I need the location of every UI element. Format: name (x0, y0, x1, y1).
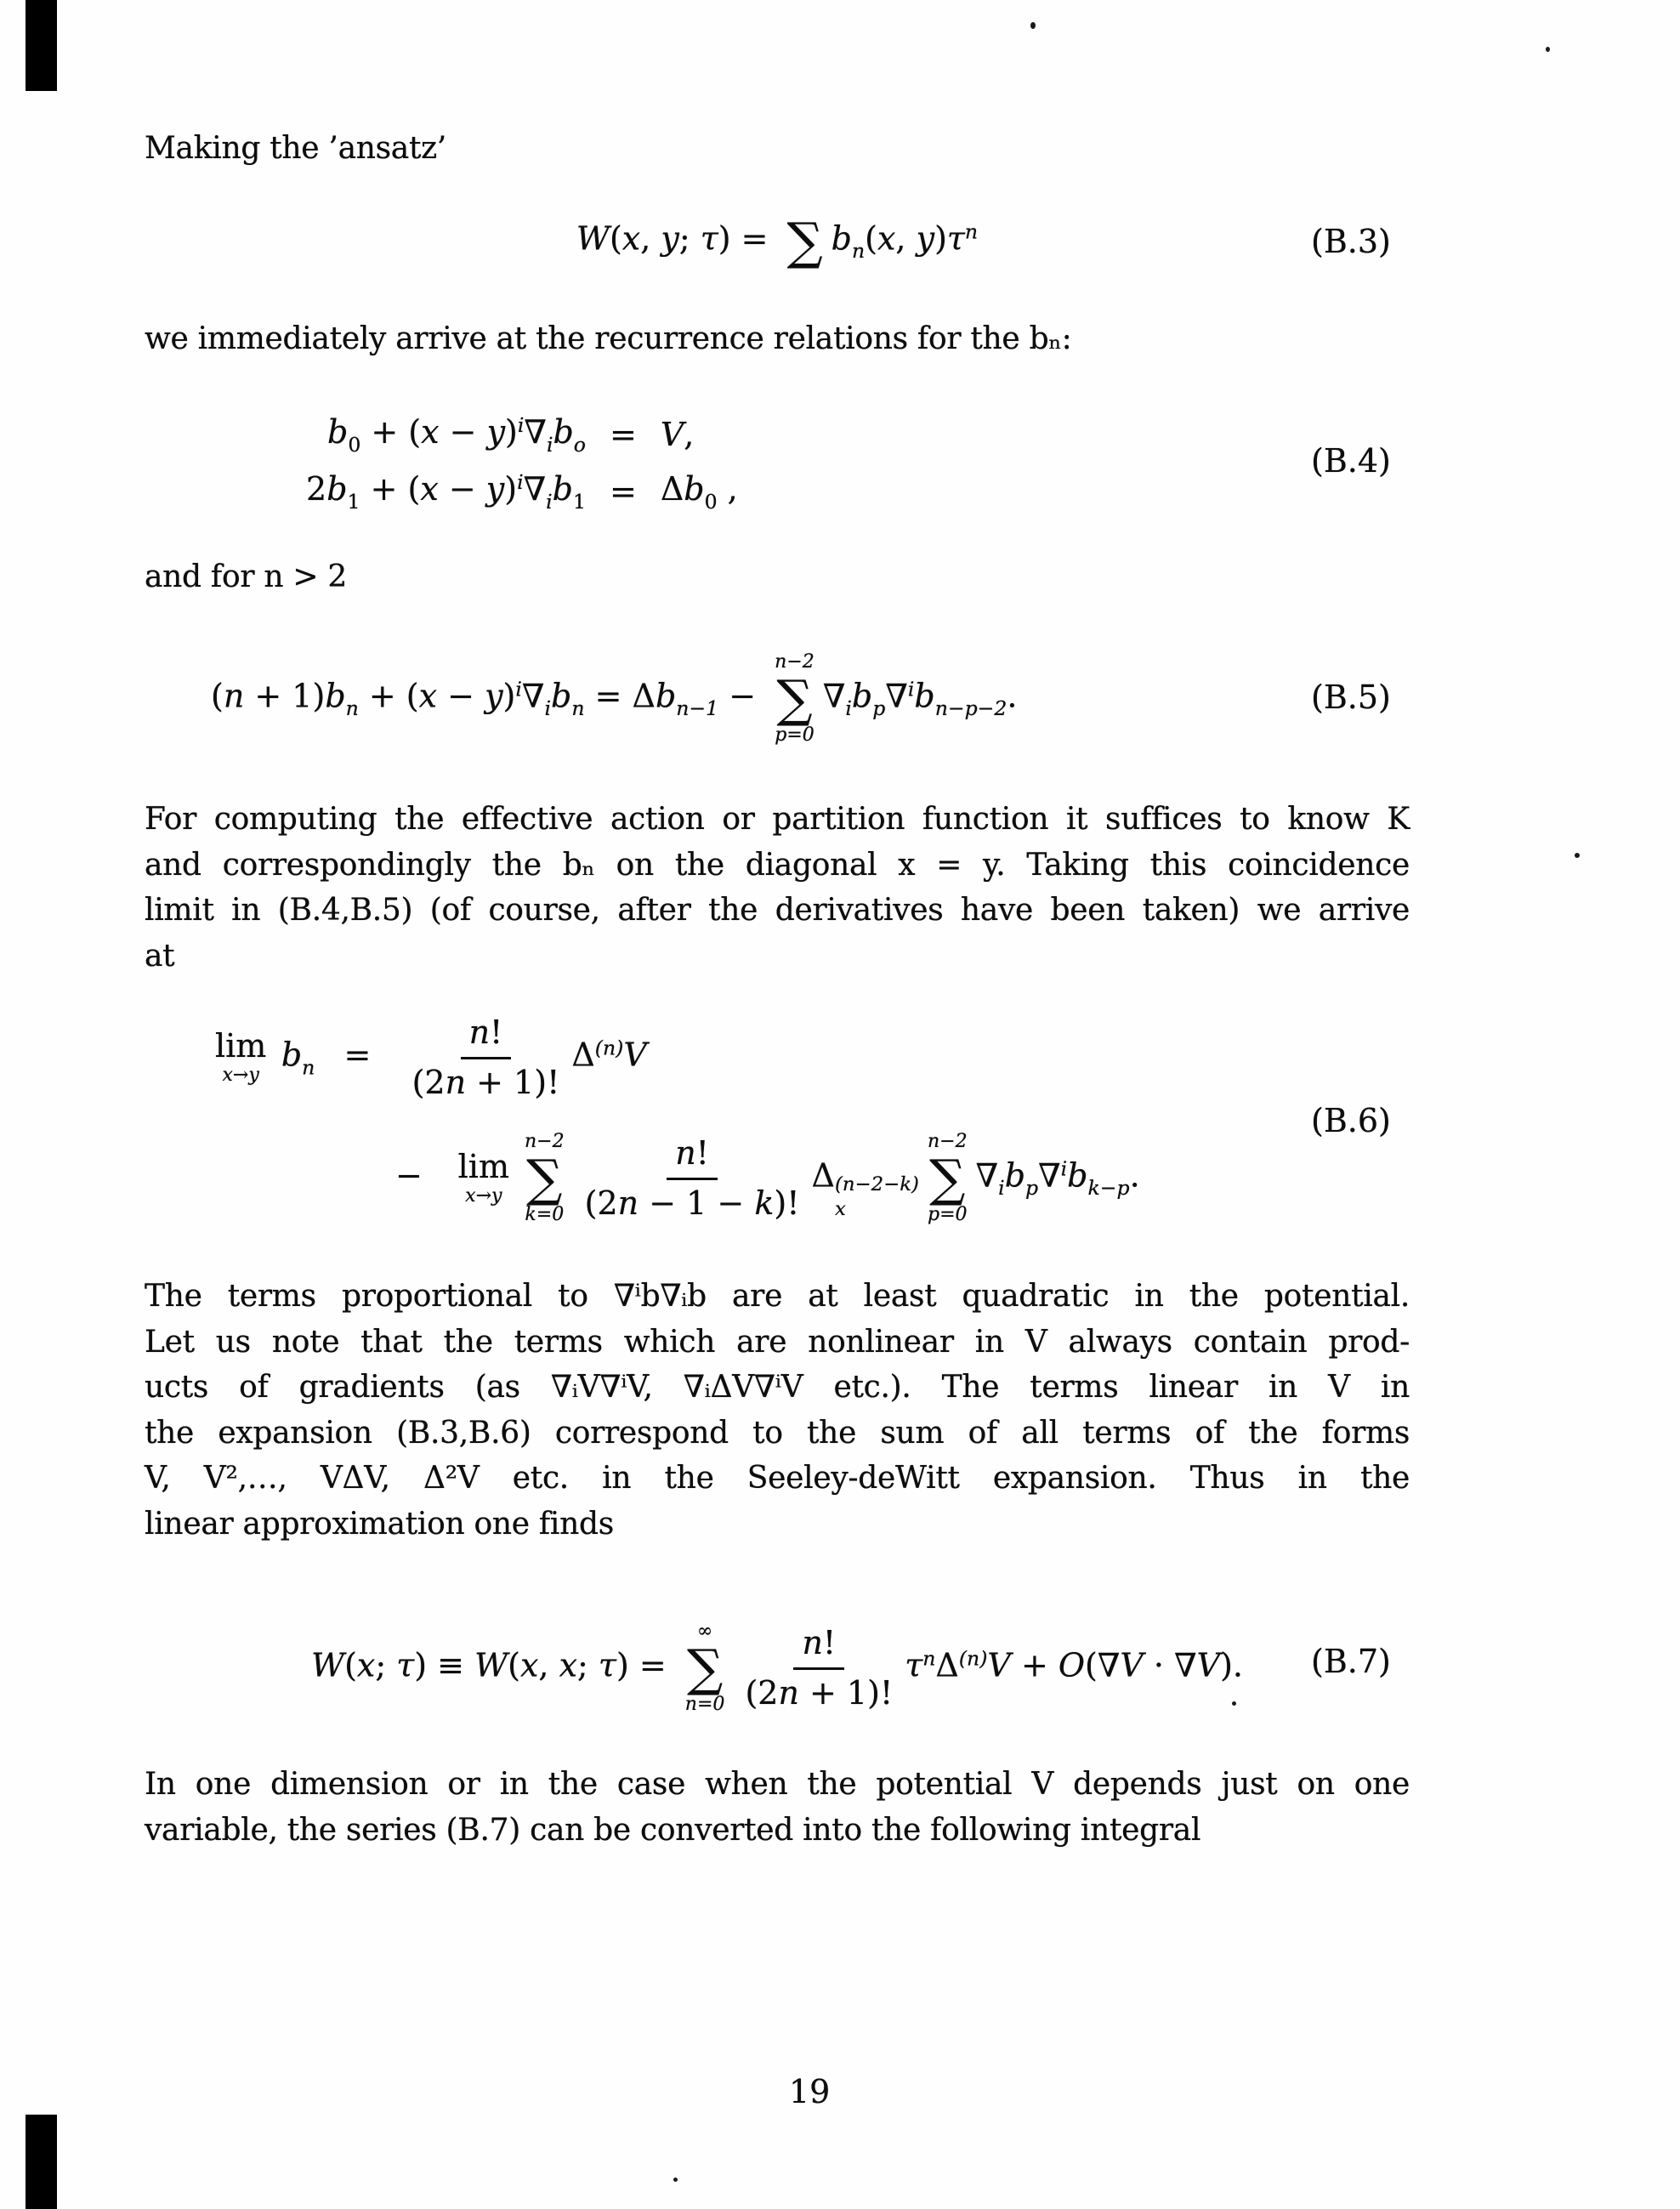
math-token (661, 470, 738, 514)
math-token: ) (934, 219, 947, 258)
math-token: ( (344, 1646, 357, 1684)
math-token: − 1 − (639, 1184, 755, 1222)
math-token: 0 (348, 432, 361, 457)
math-token (311, 1621, 1243, 1716)
math-token: p (872, 696, 886, 721)
equation-label-b3: (B.3) (1311, 223, 1391, 260)
math-token: ) (505, 413, 518, 451)
paragraph-terms (145, 1274, 1410, 1547)
math-token: b (1067, 1156, 1088, 1195)
math-token: · ∇ (1143, 1646, 1197, 1684)
math-token: = (609, 473, 637, 511)
math-token: (n) (958, 1646, 988, 1671)
math-token: , (717, 469, 738, 508)
math-token: + ( (360, 469, 421, 508)
math-token: O (1058, 1646, 1086, 1684)
math-token: τ (905, 1646, 923, 1684)
math-token: b (1004, 1156, 1026, 1195)
math-token: i (998, 1176, 1005, 1201)
math-token: ∇ (975, 1156, 999, 1195)
math-token: + ( (358, 677, 419, 715)
math-token: x→y (465, 1185, 502, 1207)
math-token: 1 (347, 489, 360, 514)
math-token: n (964, 219, 979, 244)
math-token: ( (211, 677, 224, 715)
math-token: n (778, 1673, 799, 1712)
math-token: + ( (360, 413, 422, 451)
equation-label-b7: (B.7) (1311, 1643, 1391, 1680)
math-token: ! (695, 1134, 709, 1172)
math-token: (n) (594, 1036, 624, 1060)
math-token: n (445, 1063, 467, 1101)
math-token: ( (508, 1646, 520, 1684)
math-token: n−1 (676, 696, 719, 721)
math-token: k=0 (525, 1204, 565, 1226)
math-token (740, 1623, 898, 1713)
equation-b6-line1 (215, 1002, 647, 1114)
math-token: ∇ (523, 469, 547, 508)
math-token: b (655, 677, 677, 715)
math-token: n−2 (524, 1131, 565, 1153)
math-token: x (559, 1646, 578, 1684)
math-token: i (517, 413, 525, 438)
equation-b7 (145, 1597, 1410, 1740)
math-token: ; (678, 219, 701, 258)
math-token: (2 (745, 1673, 779, 1712)
math-token: i (546, 489, 553, 514)
scan-speck (1546, 47, 1550, 52)
math-token: ! (490, 1014, 503, 1051)
math-token: ( (609, 219, 622, 258)
math-token: x (356, 1646, 376, 1684)
math-token: τ (598, 1646, 616, 1684)
math-token: ∑ (786, 211, 823, 270)
math-token: W (311, 1646, 345, 1684)
paragraph-line: For computing the effective action or partition function it suffices to know K (145, 802, 1410, 837)
math-token: ∇ (822, 677, 846, 715)
math-token: i (544, 696, 551, 721)
math-token: − (439, 413, 487, 451)
math-token: i (845, 696, 852, 721)
math-token: W (474, 1646, 508, 1684)
math-token: n−2 (775, 651, 814, 673)
math-token: , (684, 416, 695, 454)
math-token (787, 194, 823, 289)
math-token: i (546, 432, 553, 457)
math-token: i (517, 469, 524, 494)
intro-line: Making the ’ansatz’ (145, 131, 446, 166)
math-token: V (623, 1036, 647, 1074)
math-token: + (1010, 1646, 1059, 1684)
math-token: p=0 (775, 724, 814, 747)
math-token: − (395, 1156, 423, 1195)
math-token: b (326, 413, 349, 451)
math-token: V (660, 416, 684, 454)
math-token: + 1)! (798, 1673, 894, 1712)
math-token: n (851, 239, 866, 264)
scan-artifact-bar-top-left (26, 0, 57, 91)
math-token: o (573, 432, 586, 457)
math-token: n (675, 1134, 696, 1172)
paragraph-line: and correspondingly the bₙ on the diagonal x = y. Taking this coincidence (145, 847, 1410, 883)
math-token: . (1129, 1156, 1140, 1195)
recurrence-line: we immediately arrive at the recurrence relations for the bₙ: (145, 321, 1072, 356)
math-token (580, 1180, 805, 1224)
equation-label-b5: (B.5) (1311, 679, 1391, 716)
math-token: y (485, 469, 505, 508)
math-token: , (640, 219, 661, 258)
paragraph-line: the expansion (B.3,B.6) correspond to the sum of all terms of the forms (145, 1415, 1410, 1451)
math-token (461, 1013, 512, 1059)
math-token: = (609, 416, 637, 454)
math-token: ∇ (885, 677, 908, 715)
math-token: Δ (571, 1036, 595, 1074)
paragraph-line: limit in (B.4,B.5) (of course, after the derivatives have been taken) we arrive (145, 893, 1410, 928)
math-token (525, 1131, 565, 1226)
paragraph-line: In one dimension or in the case when the potential V depends just on one (145, 1767, 1410, 1802)
math-token (395, 1131, 1140, 1226)
math-token: i (1060, 1156, 1068, 1181)
math-token: W (576, 219, 610, 258)
math-token: k (754, 1184, 775, 1222)
math-token: 0 (704, 489, 718, 514)
equation-b5 (211, 619, 1018, 779)
math-token (407, 1013, 565, 1103)
math-token: τ (396, 1646, 415, 1684)
math-token: b (684, 469, 705, 508)
math-token: = (343, 1036, 372, 1074)
math-token: b (553, 413, 574, 451)
math-token (740, 1670, 898, 1714)
math-token: ) = (718, 219, 779, 258)
paragraph-line: V, V²,…, VΔV, Δ²V etc. in the Seeley-deWitt expansion. Thus in the (145, 1461, 1410, 1496)
math-token: ∑ (776, 668, 813, 728)
math-token: ∑ (929, 1148, 966, 1207)
math-token: ; (375, 1646, 397, 1684)
math-token (327, 413, 586, 457)
math-token: ) (502, 677, 516, 715)
math-token (775, 651, 814, 747)
math-token: τ (946, 219, 965, 258)
math-token (835, 1173, 919, 1221)
math-token (793, 1623, 844, 1670)
math-token: n−2 (927, 1131, 968, 1153)
math-token: − (718, 677, 767, 715)
equation-label-b6: (B.6) (1311, 1102, 1391, 1139)
paragraph-line: The terms proportional to ∇ⁱb∇ᵢb are at least quadratic in the potential. (145, 1279, 1410, 1314)
math-token: ( (865, 219, 877, 258)
paragraph-line: linear approximation one finds (145, 1506, 614, 1542)
math-token (211, 651, 1018, 747)
math-token: n−p−2 (934, 696, 1007, 721)
math-token: b (831, 219, 852, 258)
math-token: x (877, 219, 896, 258)
math-token: , (538, 1646, 559, 1684)
math-token: x (418, 677, 438, 715)
math-token: ∇ (521, 677, 545, 715)
scan-artifact-bar-bottom-left (26, 2115, 57, 2209)
math-token: ) (504, 469, 518, 508)
math-token: n (922, 1646, 936, 1671)
math-token: y (916, 219, 935, 258)
math-token: (2 (411, 1063, 446, 1101)
math-token: n=0 (684, 1694, 725, 1716)
scan-speck (1030, 22, 1036, 29)
math-token (215, 1013, 647, 1103)
math-token (580, 1133, 805, 1224)
math-token: n (802, 1624, 823, 1661)
math-token: V (987, 1646, 1011, 1684)
paragraph-line: ucts of gradients (as ∇ᵢV∇ⁱV, ∇ᵢΔV∇ⁱV etc.). The terms linear in V in (145, 1370, 1410, 1405)
math-token: b (851, 677, 873, 715)
math-token (928, 1131, 968, 1226)
math-token: + 1) (244, 677, 326, 715)
math-token (306, 470, 586, 514)
math-token: p (1025, 1176, 1039, 1201)
math-token: − (438, 469, 486, 508)
paragraph-line: Let us note that the terms which are nonlinear in V always contain prod- (145, 1324, 1410, 1360)
math-token: b (550, 677, 572, 715)
paragraph-onedim (145, 1762, 1410, 1853)
math-token: b (325, 677, 346, 715)
math-token: + 1)! (466, 1063, 560, 1101)
math-token: = Δ (584, 677, 656, 715)
math-token: V (1120, 1646, 1144, 1684)
math-token (215, 1029, 266, 1086)
math-token: ∑ (526, 1148, 563, 1207)
math-token: b (552, 469, 573, 508)
math-token: ∞ (696, 1621, 713, 1643)
math-token: ) = (616, 1646, 677, 1684)
math-token: , (895, 219, 917, 258)
math-token (458, 1150, 509, 1207)
math-token: p=0 (927, 1204, 968, 1226)
math-token: n (302, 1055, 315, 1080)
math-token: Δ (811, 1156, 835, 1195)
math-token: i (907, 677, 915, 701)
equation-label-b4: (B.4) (1311, 442, 1391, 480)
math-token: 1 (573, 489, 586, 514)
for-n-line: and for n > 2 (145, 559, 348, 594)
math-token: x (519, 1646, 539, 1684)
math-token: Δ (660, 469, 684, 508)
math-token: y (661, 219, 679, 258)
math-token: − (437, 677, 485, 715)
math-token: b (326, 469, 348, 508)
math-token: i (515, 677, 522, 701)
math-token: k−p (1087, 1176, 1130, 1201)
math-token: ). (1220, 1646, 1243, 1684)
math-token: x (421, 413, 440, 451)
math-token: b (914, 677, 935, 715)
scan-speck (673, 2178, 678, 2182)
equation-b4 (306, 413, 738, 514)
math-token: τ (700, 219, 718, 258)
math-token: b (281, 1036, 303, 1074)
math-token (661, 416, 695, 453)
math-token: 2 (306, 469, 327, 508)
math-token: (∇ (1085, 1646, 1121, 1684)
math-token: n (617, 1184, 639, 1222)
math-token: Δ (935, 1646, 959, 1684)
math-token: n (345, 696, 359, 721)
math-token: n (468, 1014, 491, 1051)
page-number: 19 (789, 2073, 831, 2110)
math-token (667, 1133, 718, 1180)
math-token: ∑ (687, 1638, 724, 1697)
equation-b6-line2 (395, 1104, 1140, 1253)
math-token: x (834, 1197, 846, 1220)
math-token: V (1196, 1646, 1221, 1684)
math-token: (2 (584, 1184, 618, 1222)
math-token (685, 1621, 725, 1716)
math-token: ∇ (524, 413, 547, 451)
math-token: y (485, 677, 503, 715)
equation-b3 (145, 189, 1410, 294)
math-token: ! (822, 1624, 837, 1661)
paragraph-coincidence (145, 797, 1410, 979)
math-token: x (420, 469, 439, 508)
math-token (407, 1059, 565, 1104)
scan-speck (1575, 853, 1580, 858)
math-token: (n−2−k) (834, 1173, 919, 1196)
math-token: ) ≡ (414, 1646, 475, 1684)
math-token: x→y (222, 1065, 259, 1087)
paragraph-line: at (145, 938, 175, 974)
math-token: lim (215, 1027, 267, 1065)
math-token: y (486, 413, 506, 451)
math-token: n (571, 696, 585, 721)
math-token: n (223, 677, 245, 715)
math-token (576, 194, 978, 289)
math-token: . (1007, 677, 1018, 715)
math-token: lim (457, 1148, 509, 1186)
math-token: )! (774, 1184, 800, 1222)
math-token: ∇ (1038, 1156, 1061, 1195)
math-token: ; (577, 1646, 599, 1684)
paragraph-line: variable, the series (B.7) can be converted into the following integral (145, 1812, 1201, 1848)
math-token: x (621, 219, 641, 258)
